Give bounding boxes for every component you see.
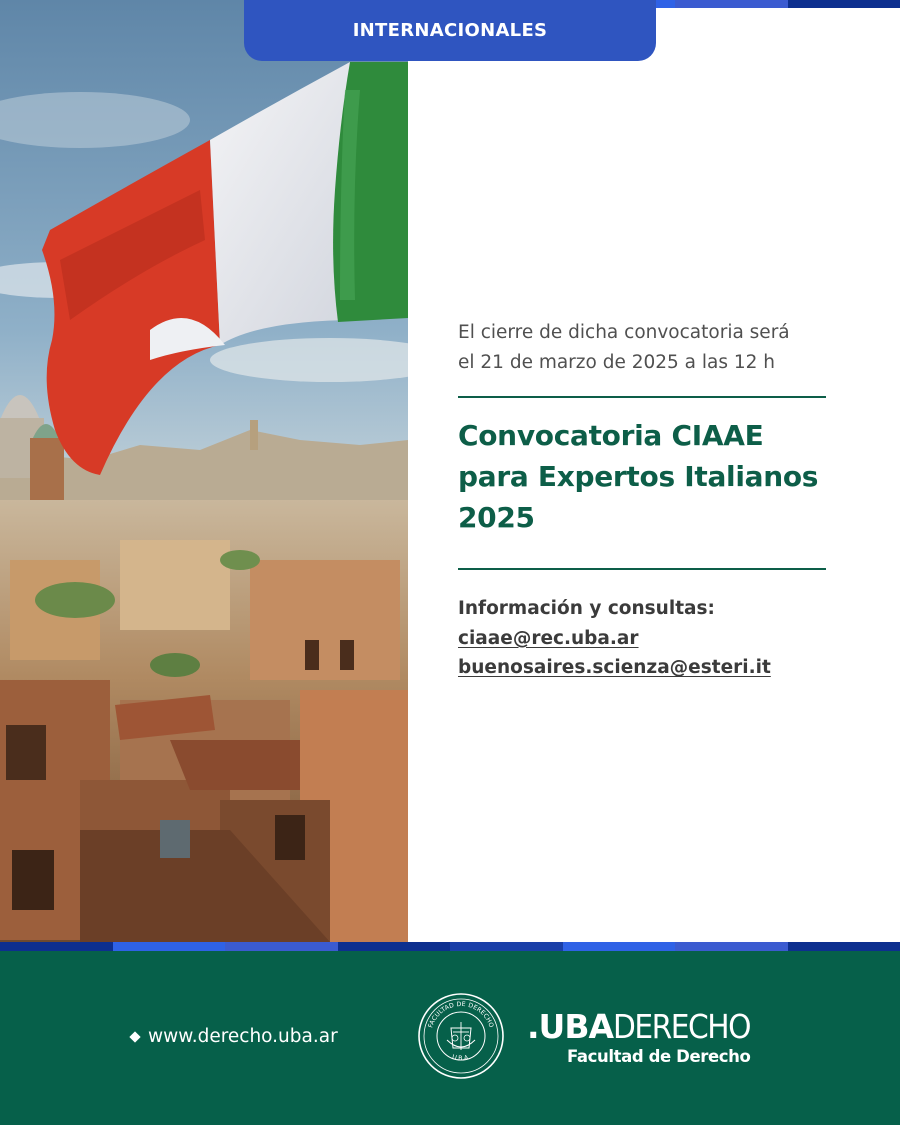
brand-light: DERECHO xyxy=(613,1007,750,1046)
rome-flag-photo xyxy=(0,0,408,942)
brand-subtitle: Facultad de Derecho xyxy=(567,1047,751,1066)
brand-bold: .UBA xyxy=(527,1007,614,1046)
website-link[interactable] xyxy=(131,1026,338,1047)
closing-line-2: el 21 de marzo de 2025 a las 12 h xyxy=(458,352,776,373)
university-seal-icon xyxy=(417,992,505,1080)
diamond-bullet-icon xyxy=(129,1031,140,1042)
contact-heading: Información y consultas: xyxy=(458,598,715,619)
brand-wordmark xyxy=(527,1008,750,1046)
announcement-panel xyxy=(458,318,828,683)
contact-info xyxy=(458,594,828,683)
title-line-3: 2025 xyxy=(458,501,535,534)
brand-logo xyxy=(527,1008,750,1066)
closing-date-text xyxy=(458,318,828,378)
title-line-1: Convocatoria CIAAE xyxy=(458,419,764,452)
divider-top xyxy=(458,396,826,398)
email-link-ciaae[interactable]: ciaae@rec.uba.ar xyxy=(458,627,639,649)
website-url: www.derecho.uba.ar xyxy=(148,1026,338,1047)
svg-text:FACULTAD DE DERECHO: FACULTAD DE DERECHO xyxy=(427,1000,495,1029)
divider-bottom xyxy=(458,568,826,570)
svg-text:U.B.A.: U.B.A. xyxy=(451,1053,471,1063)
title-line-2: para Expertos Italianos xyxy=(458,460,819,493)
email-link-scienza[interactable]: buenosaires.scienza@esteri.it xyxy=(458,657,771,678)
closing-line-1: El cierre de dicha convocatoria será xyxy=(458,322,790,343)
category-tab: INTERNACIONALES xyxy=(244,0,656,61)
announcement-title xyxy=(458,415,828,538)
bottom-color-stripe xyxy=(0,942,900,951)
footer-bar xyxy=(0,951,900,1125)
